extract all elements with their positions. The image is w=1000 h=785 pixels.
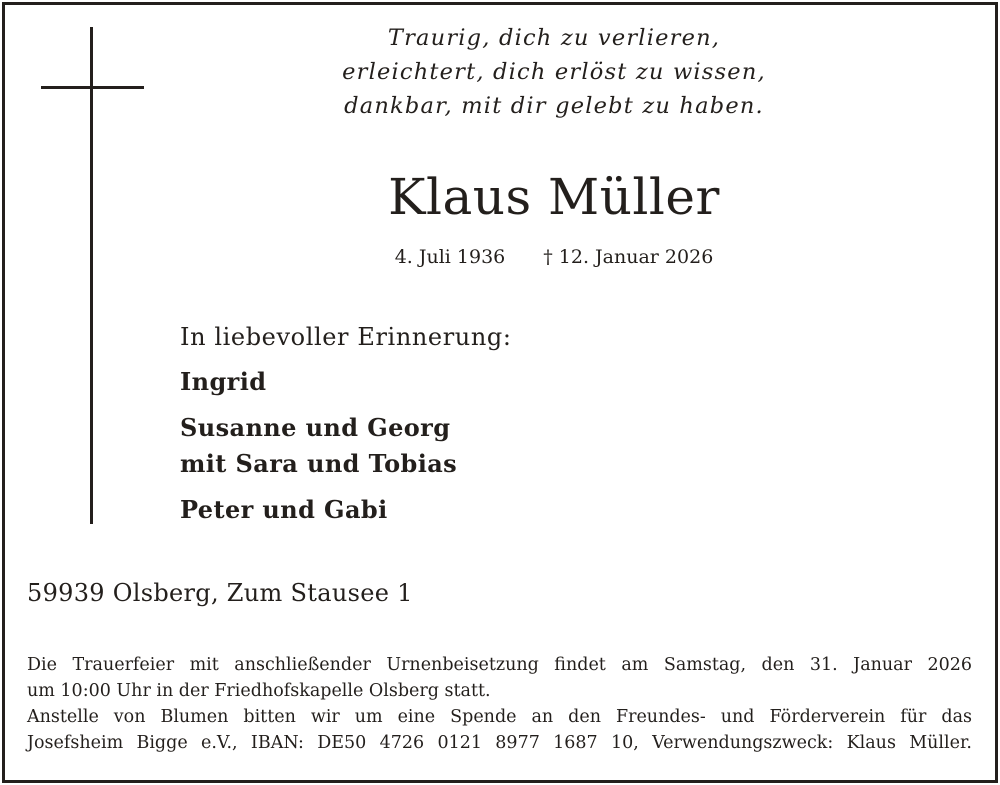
notice-line: Die Trauerfeier mit anschließender Urnenbeisetzung findet am Samstag, den 31. Januar 2026 bbox=[27, 655, 972, 675]
poem-line: dankbar, mit dir gelebt zu haben. bbox=[344, 93, 764, 119]
family-address: 59939 Olsberg, Zum Stausee 1 bbox=[27, 579, 413, 607]
deceased-name: Klaus Müller bbox=[388, 168, 720, 226]
notice-line: um 10:00 Uhr in der Friedhofskapelle Olsberg statt. bbox=[27, 681, 491, 701]
funeral-notice bbox=[27, 652, 972, 756]
mourner-name: mit Sara und Tobias bbox=[180, 449, 458, 478]
cross-icon bbox=[90, 27, 93, 524]
life-dates bbox=[300, 244, 808, 270]
birth-date: 4. Juli 1936 bbox=[394, 246, 506, 268]
mourners-list bbox=[180, 364, 457, 528]
memorial-poem bbox=[300, 21, 808, 123]
mourner-name: Ingrid bbox=[180, 367, 267, 396]
mourner-group bbox=[180, 492, 457, 528]
mourner-name: Peter und Gabi bbox=[180, 495, 388, 524]
notice-line: Anstelle von Blumen bitten wir um eine Spende an den Freundes- und Förderverein für das bbox=[27, 707, 972, 727]
poem-line: Traurig, dich zu verlieren, bbox=[387, 25, 721, 51]
notice-line: Josefsheim Bigge e.V., IBAN: DE50 4726 0121 8977 1687 10, Verwendungszweck: Klaus Müller. bbox=[27, 733, 972, 753]
mourner-group bbox=[180, 410, 457, 482]
poem-line: erleichtert, dich erlöst zu wissen, bbox=[342, 59, 766, 85]
remembrance-heading: In liebevoller Erinnerung: bbox=[180, 323, 512, 351]
death-date: † 12. Januar 2026 bbox=[543, 246, 714, 268]
mourner-name: Susanne und Georg bbox=[180, 413, 451, 442]
mourner-group bbox=[180, 364, 457, 400]
cross-icon-beam bbox=[41, 86, 144, 89]
